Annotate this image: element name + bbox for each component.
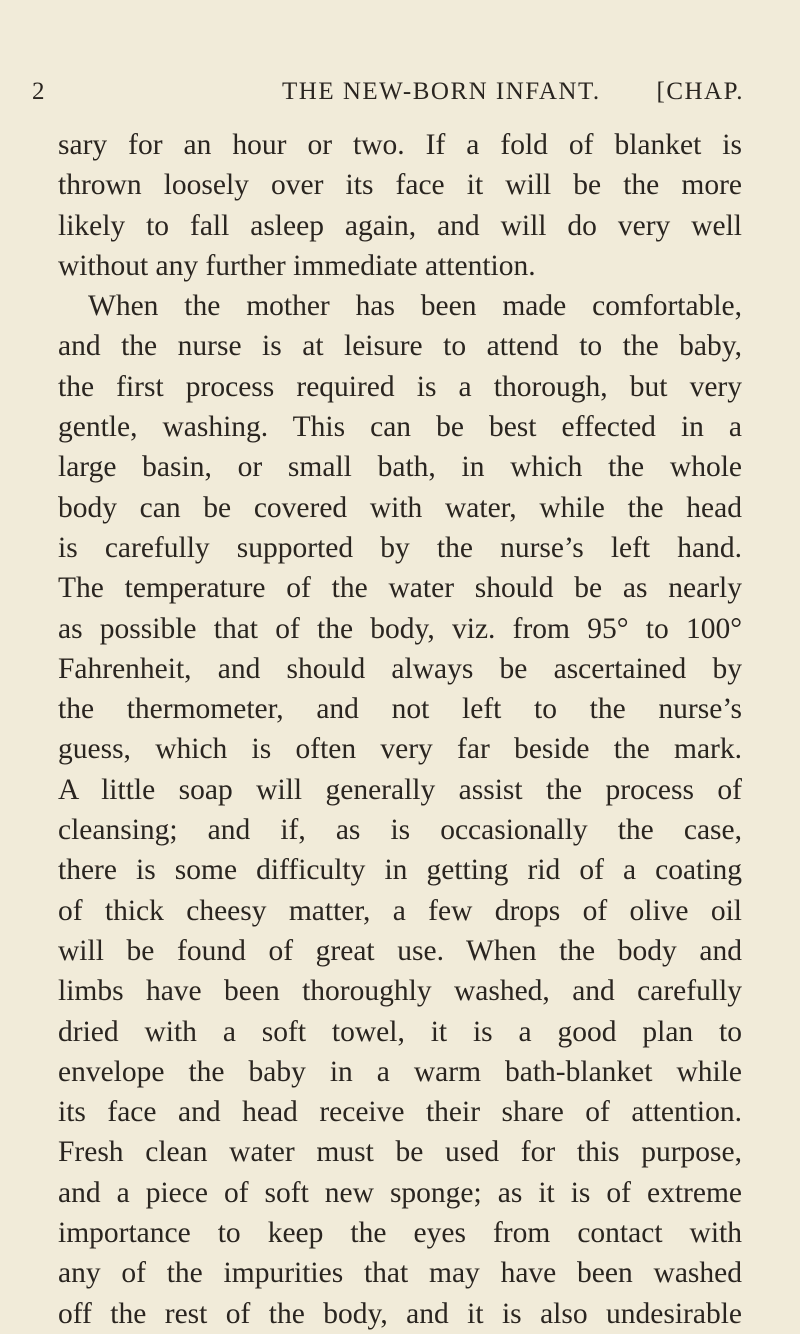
text-line: sary for an hour or two. If a fold of blanket is [58, 129, 742, 161]
text-line: without any further immediate attention. [58, 249, 536, 282]
text-line: body can be covered with water, while the head [58, 491, 742, 524]
text-line: and the nurse is at leisure to attend to the baby, [58, 330, 742, 363]
text-line: guess, which is often very far beside the mark. [58, 733, 742, 766]
text-line: there is some difficulty in getting rid of a coating [58, 854, 742, 887]
text-line: and a piece of soft new sponge; as it is of extreme [58, 1176, 742, 1209]
text-line: gentle, washing. This can be best effected in a [58, 411, 742, 444]
text-line: off the rest of the body, and it is also undesirable [58, 1297, 742, 1330]
text-line: any of the impurities that may have been washed [58, 1257, 742, 1290]
text-line: of thick cheesy matter, a few drops of olive oil [58, 894, 742, 927]
text-line: will be found of great use. When the body and [58, 934, 742, 967]
running-title: THE NEW-BORN INFANT. [282, 78, 601, 105]
text-line: the thermometer, and not left to the nurse’s [58, 693, 742, 726]
text-line: importance to keep the eyes from contact with [58, 1217, 742, 1250]
text-line: Fresh clean water must be used for this purpose, [58, 1136, 742, 1169]
text-line: the first process required is a thorough, but very [58, 370, 742, 403]
running-head [32, 74, 744, 110]
text-line: as possible that of the body, viz. from 95° to 100° [58, 612, 742, 645]
text-line: its face and head receive their share of attention. [58, 1096, 742, 1129]
chapter-label: [CHAP. [656, 78, 744, 105]
text-line: limbs have been thoroughly washed, and carefully [58, 975, 742, 1008]
text-line: Fahrenheit, and should always be ascertained by [58, 652, 742, 685]
text-line: thrown loosely over its face it will be the more [58, 169, 742, 202]
text-line: envelope the baby in a warm bath-blanket while [58, 1055, 742, 1088]
body-text [58, 125, 742, 1334]
text-line: is carefully supported by the nurse’s left hand. [58, 531, 742, 564]
page-number: 2 [32, 78, 46, 105]
text-line: large basin, or small bath, in which the whole [58, 451, 742, 484]
text-line: When the mother has been made comfortable, [88, 290, 742, 323]
text-line: The temperature of the water should be as nearly [58, 572, 742, 605]
text-line: dried with a soft towel, it is a good plan to [58, 1015, 742, 1048]
text-line: cleansing; and if, as is occasionally the case, [58, 814, 742, 847]
text-line: likely to fall asleep again, and will do very well [58, 209, 742, 242]
text-line: A little soap will generally assist the process of [58, 773, 742, 806]
